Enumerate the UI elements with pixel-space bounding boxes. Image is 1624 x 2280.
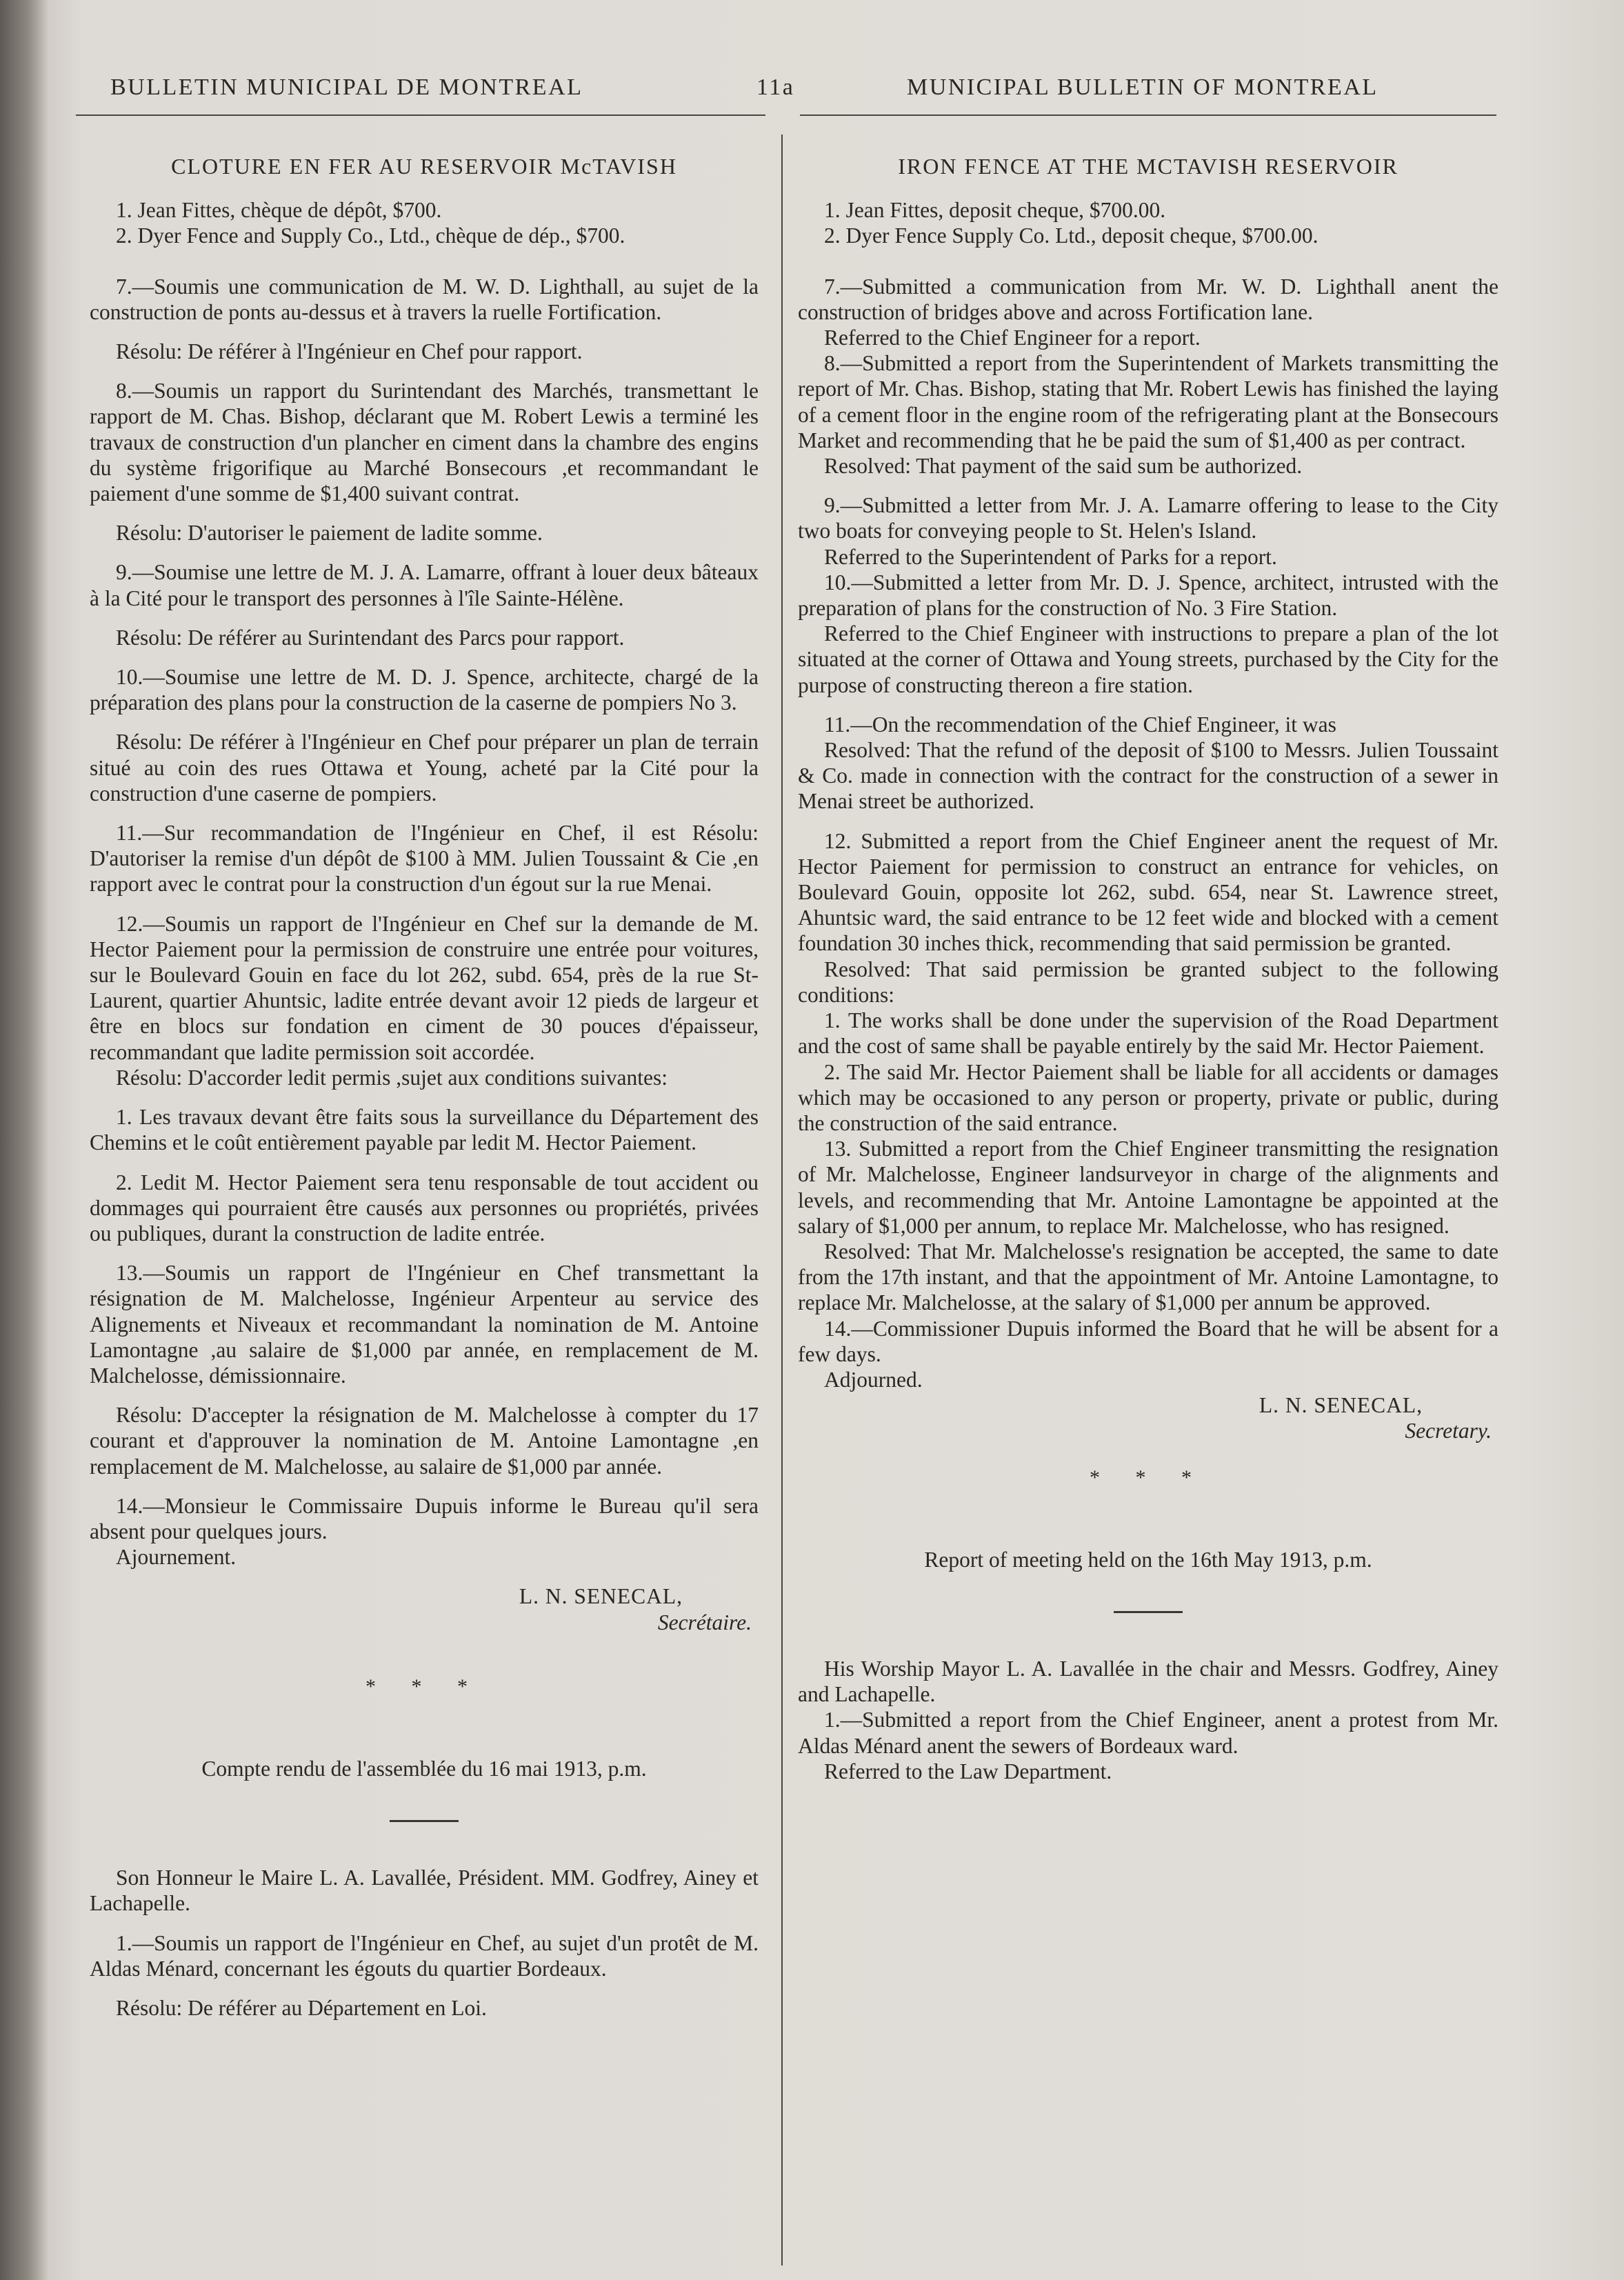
en-para-5: 8.—Submitted a report from the Superintendent of Markets transmitting the report of Mr. Chas. Bishop, stating that Mr. Robert Lewis has finished the laying of a cement floor in the engine room of the refrigerating plant at the Bonsecours Market and recommending that he be paid the sum of $1,400 as per contract. <box>798 351 1498 452</box>
en-para-19: 14.—Commissioner Dupuis informed the Board that he will be absent for a few days. <box>798 1316 1498 1366</box>
fr-para-14: 1. Les travaux devant être faits sous la surveillance du Département des Chemins et le coût entièrement payable par ledit M. Hector Paiement. <box>90 1105 759 1155</box>
fr-para-13: Résolu: D'accorder ledit permis ,sujet aux conditions suivantes: <box>116 1065 668 1090</box>
en-report-para-1: His Worship Mayor L. A. Lavallée in the chair and Messrs. Godfrey, Ainey and Lachapelle. <box>798 1656 1498 1707</box>
en-para-4: Referred to the Chief Engineer for a report. <box>824 326 1201 350</box>
en-report-para-3: Referred to the Law Department. <box>824 1759 1112 1783</box>
en-para-6: Resolved: That payment of the said sum be authorized. <box>824 454 1303 479</box>
en-para-20: Adjourned. <box>824 1367 923 1392</box>
fr-signature: L. N. SENECAL, <box>519 1584 683 1609</box>
en-para-13: 12. Submitted a report from the Chief Engineer anent the request of Mr. Hector Paiement for permission to construct an entrance for vehicles, on Boulevard Gouin, opposite lot 262, subd. 654, near St. Lawrence street, Ahuntsic ward, the said entrance to be 12 feet wide and blocked with a cement foundation 30 inches thick, recommending that said permission be granted. <box>798 828 1498 956</box>
fr-para-2: 2. Dyer Fence and Supply Co., Ltd., chèque de dép., $700. <box>116 223 625 248</box>
fr-report-para-1: Son Honneur le Maire L. A. Lavallée, Président. MM. Godfrey, Ainey et Lachapelle. <box>90 1866 759 1916</box>
en-para-1: 1. Jean Fittes, deposit cheque, $700.00. <box>824 198 1166 223</box>
book-spine-shadow <box>0 0 48 2280</box>
fr-report-para-2: 1.—Soumis un rapport de l'Ingénieur en Chef, au sujet d'un protêt de M. Aldas Ménard, concernant les égouts du quartier Bordeaux. <box>90 1930 759 1981</box>
fr-para-3: 7.—Soumis une communication de M. W. D. Lighthall, au sujet de la construction de ponts au-dessus et à travers la ruelle Fortification. <box>90 274 759 324</box>
french-column <box>90 148 759 2021</box>
en-para-18: Resolved: That Mr. Malchelosse's resignation be accepted, the same to date from the 17th instant, and that the appointment of Mr. Antoine Lamontagne, to replace Mr. Malchelosse, at the salary of $1,000 per annum be approved. <box>798 1239 1498 1315</box>
fr-para-6: Résolu: D'autoriser le paiement de ladite somme. <box>116 521 543 546</box>
header-left-title: BULLETIN MUNICIPAL DE MONTREAL <box>110 74 583 100</box>
en-para-8: Referred to the Superintendent of Parks for a report. <box>824 544 1277 569</box>
fr-para-8: Résolu: De référer au Surintendant des Parcs pour rapport. <box>116 625 625 650</box>
fr-para-19: Ajournement. <box>116 1545 237 1570</box>
en-para-14: Resolved: That said permission be granted subject to the following conditions: <box>798 957 1498 1007</box>
en-para-15: 1. The works shall be done under the supervision of the Road Department and the cost of same shall be payable entirely by the said Mr. Hector Paiement. <box>798 1008 1498 1059</box>
en-para-11: 11.—On the recommendation of the Chief Engineer, it was <box>824 712 1336 737</box>
fr-para-1: 1. Jean Fittes, chèque de dépôt, $700. <box>116 198 442 223</box>
en-para-7: 9.—Submitted a letter from Mr. J. A. Lamarre offering to lease to the City two boats for conveying people to St. Helen's Island. <box>798 493 1498 543</box>
fr-para-10: Résolu: De référer à l'Ingénieur en Chef pour préparer un plan de terrain situé au coin des rues Ottawa et Young, acheté par la Cité pour la construction d'une caserne de pompiers. <box>90 730 759 806</box>
fr-report-para-3: Résolu: De référer au Département en Loi. <box>116 1995 487 2020</box>
en-report-para-2: 1.—Submitted a report from the Chief Engineer, anent a protest from Mr. Aldas Ménard anent the sewers of Bordeaux ward. <box>798 1708 1498 1758</box>
column-divider <box>781 134 783 2266</box>
en-para-10: Referred to the Chief Engineer with instructions to prepare a plan of the lot situated at the corner of Ottawa and Young streets, purchased by the City for the purpose of constructing thereon a fire station. <box>798 621 1498 697</box>
fr-report-title: Compte rendu de l'assemblée du 16 mai 1913, p.m. <box>201 1756 647 1781</box>
en-para-9: 10.—Submitted a letter from Mr. D. J. Spence, architect, intrusted with the preparation of plans for the construction of No. 3 Fire Station. <box>798 570 1498 621</box>
english-column <box>798 148 1498 1784</box>
page-number: 11a <box>756 74 795 100</box>
en-stars-separator: * * * <box>1090 1466 1207 1489</box>
en-para-12: Resolved: That the refund of the deposit of $100 to Messrs. Julien Toussaint & Co. made in connection with the contract for the construction of a sewer in Menai street be authorized. <box>798 738 1498 814</box>
fr-para-18: 14.—Monsieur le Commissaire Dupuis informe le Bureau qu'il sera absent pour quelques jours. <box>90 1493 759 1543</box>
fr-para-15: 2. Ledit M. Hector Paiement sera tenu responsable de tout accident ou dommages qui pourraient être causés aux personnes ou propriétés, privées ou publiques, durant la construction de ladite entrée. <box>90 1170 759 1246</box>
en-para-2: 2. Dyer Fence Supply Co. Ltd., deposit cheque, $700.00. <box>824 223 1319 248</box>
header-rule-right <box>800 114 1496 116</box>
fr-para-12: 12.—Soumis un rapport de l'Ingénieur en Chef sur la demande de M. Hector Paiement pour la permission de construire une entrée pour voitures, sur le Boulevard Gouin en face du lot 262, subd. 654, près de la rue St-Laurent, quartier Ahuntsic, ladite entrée devant avoir 12 pieds de largeur et être en blocs sur fondation en ciment de 30 pouces d'épaisseur, recommandant que ladite permission soit accordée. <box>90 911 759 1064</box>
fr-para-7: 9.—Soumise une lettre de M. J. A. Lamarre, offrant à louer deux bâteaux à la Cité pour le transport des personnes à l'île Sainte-Hélène. <box>90 560 759 610</box>
fr-para-17: Résolu: D'accepter la résignation de M. Malchelosse à compter du 17 courant et d'approuver la nomination de M. Antoine Lamontagne ,en remplacement de M. Malchelosse, au salaire de $1,000 par année. <box>90 1403 759 1479</box>
en-report-title: Report of meeting held on the 16th May 1913, p.m. <box>924 1547 1372 1572</box>
en-signature: L. N. SENECAL, <box>1259 1393 1423 1418</box>
french-heading: CLOTURE EN FER AU RESERVOIR McTAVISH <box>171 154 677 179</box>
fr-para-11: 11.—Sur recommandation de l'Ingénieur en Chef, il est Résolu: D'autoriser la remise d'un dépôt de $100 à MM. Julien Toussaint & Cie ,en rapport avec le contrat pour la construction d'un égout sur la rue Menai. <box>90 821 759 897</box>
en-para-3: 7.—Submitted a communication from Mr. W. D. Lighthall anent the construction of bridges above and across Fortification lane. <box>798 274 1498 324</box>
fr-para-5: 8.—Soumis un rapport du Surintendant des Marchés, transmettant le rapport de M. Chas. Bishop, déclarant que M. Robert Lewis a terminé les travaux de construction d'un plancher en ciment dans la chambre des engins du système frigorifique au Marché Bonsecours ,et recommandant le paiement d'une somme de $1,400 suivant contrat. <box>90 379 759 506</box>
en-short-rule <box>1114 1611 1183 1613</box>
en-para-17: 13. Submitted a report from the Chief Engineer transmitting the resignation of Mr. Malchelosse, Engineer landsurveyor in charge of the alignments and levels, and recommending that Mr. Antoine Lamontagne be appointed at the salary of $1,000 per annum, to replace Mr. Malchelosse, who has resigned. <box>798 1137 1498 1238</box>
fr-para-16: 13.—Soumis un rapport de l'Ingénieur en Chef transmettant la résignation de M. Malchelosse, Ingénieur Arpenteur au service des Alignements et Niveaux et recommandant la nomination de M. Antoine Lamontagne ,au salaire de $1,000 par année, en remplacement de M. Malchelosse, démissionnaire. <box>90 1261 759 1388</box>
fr-para-9: 10.—Soumise une lettre de M. D. J. Spence, architecte, chargé de la préparation des plans pour la construction de la caserne de pompiers No 3. <box>90 665 759 715</box>
fr-para-4: Résolu: De référer à l'Ingénieur en Chef pour rapport. <box>116 339 583 364</box>
en-para-16: 2. The said Mr. Hector Paiement shall be liable for all accidents or damages which may be occasioned to any person or property, private or public, during the construction of the said entrance. <box>798 1059 1498 1135</box>
fr-short-rule <box>390 1820 459 1822</box>
english-heading: IRON FENCE AT THE MCTAVISH RESERVOIR <box>898 154 1399 179</box>
fr-stars-separator: * * * <box>365 1674 483 1698</box>
header-right-title: MUNICIPAL BULLETIN OF MONTREAL <box>907 74 1379 100</box>
fr-signature-title: Secrétaire. <box>657 1610 752 1634</box>
en-signature-title: Secretary. <box>1405 1419 1492 1443</box>
header-rule-left <box>76 114 765 116</box>
